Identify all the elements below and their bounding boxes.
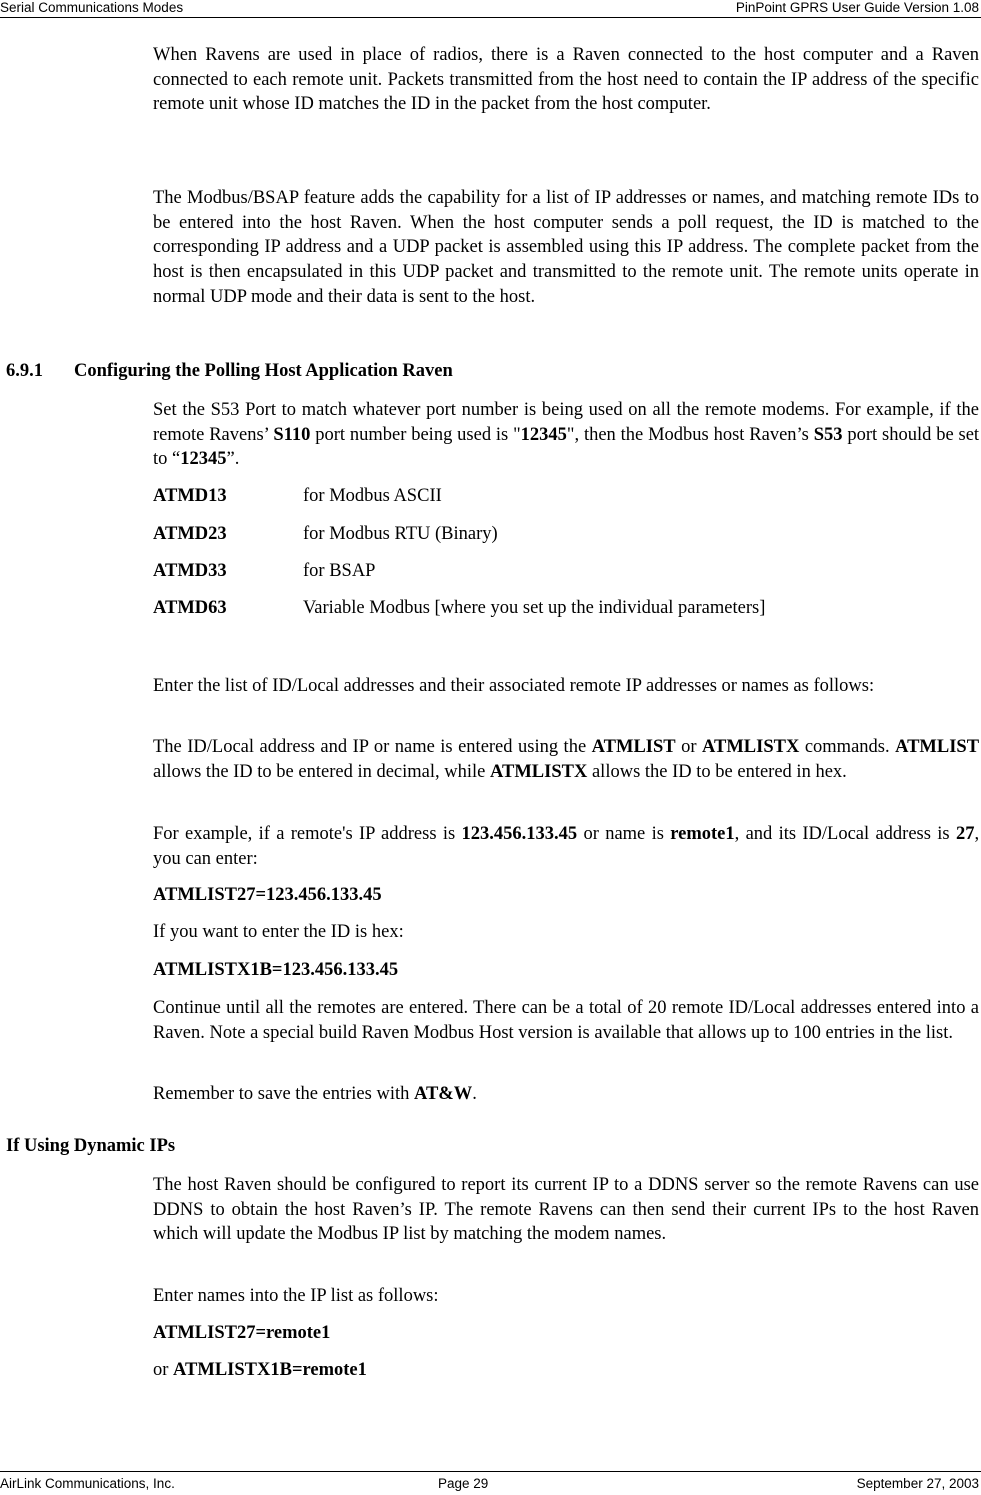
footer-company: AirLink Communications, Inc. bbox=[0, 1476, 175, 1491]
header-rule bbox=[0, 17, 981, 18]
section-title: Configuring the Polling Host Application Raven bbox=[74, 361, 453, 381]
header-section-title: Serial Communications Modes bbox=[0, 0, 184, 15]
footer-date: September 27, 2003 bbox=[856, 1476, 979, 1491]
example-command-alt: or ATMLISTX1B=remote1 bbox=[153, 1360, 367, 1380]
save-note: Remember to save the entries with AT&W. bbox=[153, 1084, 477, 1104]
command-name: ATMD13 bbox=[153, 486, 227, 506]
intro-paragraph-2: The Modbus/BSAP feature adds the capability for a list of IP addresses or names, and matching remote IDs to be entered into the host Raven. When the host computer sends a poll request, the ID is matched to the corresponding IP address and a UDP packet is assembled using this IP address. The complete packet from the host is then encapsulated in this UDP packet and transmitted to the remote unit. The remote units operate in normal UDP mode and their data is sent to the host. bbox=[153, 188, 979, 307]
command-desc: Variable Modbus [where you set up the individual parameters] bbox=[303, 598, 766, 618]
section-paragraph-atmlist: The ID/Local address and IP or name is entered using the ATMLIST or ATMLISTX commands. ATMLIST allows the ID to be entered in decimal, while ATMLISTX allows the ID to be entered in hex. bbox=[153, 737, 980, 782]
dynamic-paragraph-2: Enter names into the IP list as follows: bbox=[153, 1286, 439, 1306]
example-command: ATMLISTX1B=123.456.133.45 bbox=[153, 960, 399, 980]
section-number: 6.9.1 bbox=[6, 361, 43, 381]
page-footer bbox=[0, 1476, 981, 1494]
page-header bbox=[0, 0, 981, 18]
section-paragraph-limit: Continue until all the remotes are entered. There can be a total of 20 remote ID/Local addresses entered into a Raven. Note a special build Raven Modbus Host version is available that allows up to 100 entries in the list. bbox=[153, 998, 979, 1043]
example-note: If you want to enter the ID is hex: bbox=[153, 922, 404, 942]
header-doc-title: PinPoint GPRS User Guide Version 1.08 bbox=[735, 0, 979, 15]
example-command: ATMLIST27=123.456.133.45 bbox=[153, 885, 382, 905]
command-name: ATMD33 bbox=[153, 561, 227, 581]
section-paragraph-port: Set the S53 Port to match whatever port number is being used on all the remote modems. For example, if the remote Ravens’ S110 port number being used is "12345", then the Modbus host Raven’s S53 port should be set to “12345”. bbox=[153, 400, 980, 470]
intro-paragraph-1: When Ravens are used in place of radios, there is a Raven connected to the host computer and a Raven connected to each remote unit. Packets transmitted from the host need to contain the IP address of the specific remote unit whose ID matches the ID in the packet from the host computer. bbox=[153, 45, 979, 115]
command-row bbox=[153, 524, 498, 545]
example-command: ATMLIST27=remote1 bbox=[153, 1323, 331, 1343]
section-heading-dynamic-ips: If Using Dynamic IPs bbox=[6, 1136, 176, 1156]
footer-page-number: Page 29 bbox=[438, 1476, 489, 1491]
dynamic-paragraph-1: The host Raven should be configured to report its current IP to a DDNS server so the remote Ravens can use DDNS to obtain the host Raven’s IP. The remote Ravens can then send their current IPs to the host Raven which will update the Modbus IP list by matching the modem names. bbox=[153, 1175, 979, 1245]
command-name: ATMD23 bbox=[153, 524, 227, 544]
command-desc: for BSAP bbox=[303, 561, 376, 581]
footer-rule bbox=[0, 1471, 981, 1472]
section-heading-6-9-1 bbox=[6, 361, 453, 382]
section-paragraph-example: For example, if a remote's IP address is 123.456.133.45 or name is remote1, and its ID/Local address is 27, you can enter: bbox=[153, 824, 980, 869]
command-row bbox=[153, 598, 765, 619]
command-desc: for Modbus ASCII bbox=[303, 486, 442, 506]
command-row bbox=[153, 486, 442, 507]
command-name: ATMD63 bbox=[153, 598, 227, 618]
section-paragraph-list: Enter the list of ID/Local addresses and their associated remote IP addresses or names as follows: bbox=[153, 676, 875, 696]
command-desc: for Modbus RTU (Binary) bbox=[303, 524, 498, 544]
command-row bbox=[153, 561, 375, 582]
